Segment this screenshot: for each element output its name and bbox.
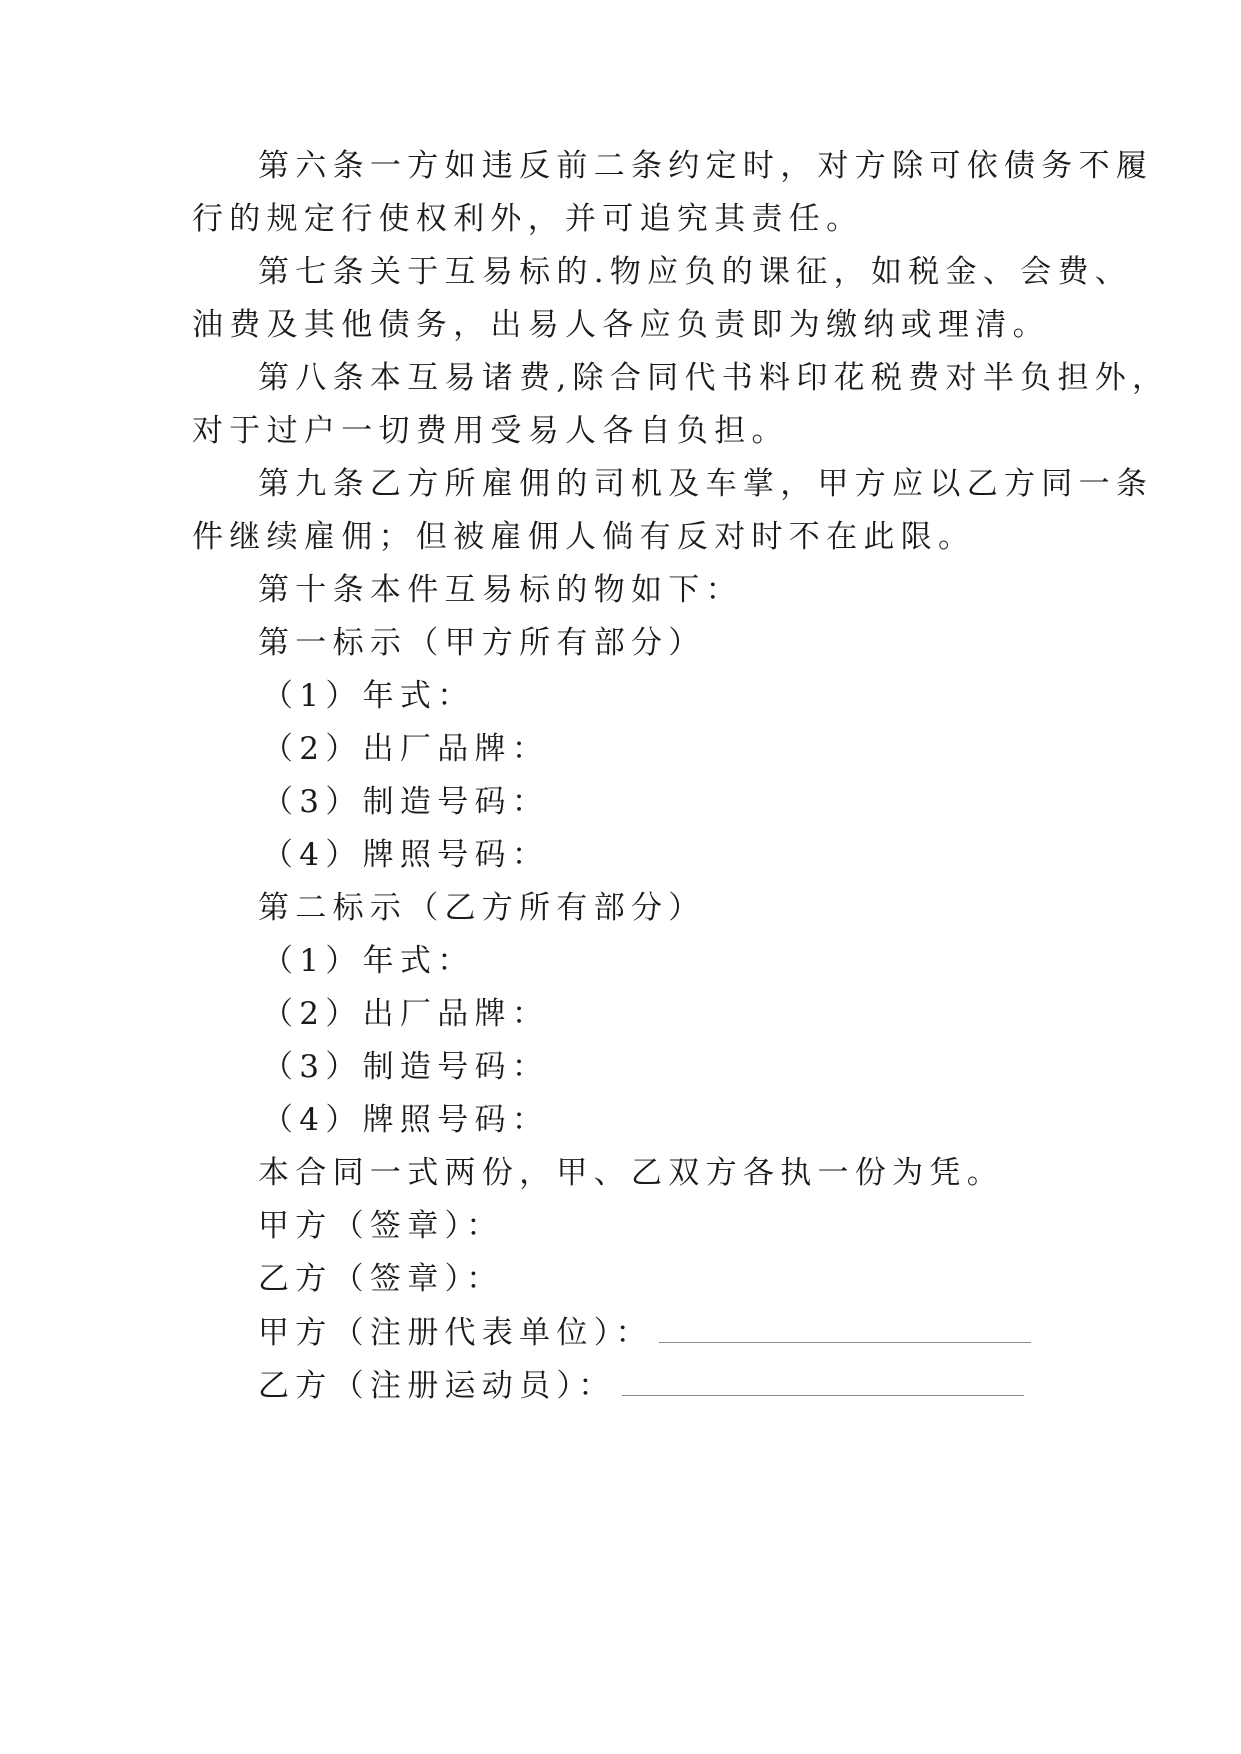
article-6-line-2: 行的规定行使权利外，并可追究其责任。 (192, 201, 864, 237)
article-7-line-1: 第七条关于互易标的.物应负的课征，如税金、会费、 (258, 254, 1133, 290)
first-mark-item-brand: （2）出厂品牌： (262, 731, 550, 767)
party-a-unit-label: 甲方（注册代表单位）： (258, 1315, 653, 1351)
party-a-signature-label: 甲方（签章）： (258, 1208, 504, 1244)
first-mark-item-serial: （3）制造号码： (262, 784, 550, 820)
article-6-line-1: 第六条一方如违反前二条约定时，对方除可依债务不履 (258, 148, 1154, 184)
article-8-line-2: 对于过户一切费用受易人各自负担。 (192, 413, 789, 449)
first-mark-item-year: （1）年式： (262, 678, 475, 714)
first-mark-heading: 第一标示（甲方所有部分） (258, 625, 706, 661)
party-b-signature-label: 乙方（签章）： (258, 1261, 504, 1297)
second-mark-item-serial: （3）制造号码： (262, 1049, 550, 1085)
party-b-athlete-label: 乙方（注册运动员）： (258, 1368, 616, 1404)
article-8-line-1: 第八条本互易诸费,除合同代书料印花税费对半负担外， (258, 360, 1170, 396)
party-b-athlete-row (258, 1365, 1024, 1406)
article-9-line-2: 件继续雇佣；但被雇佣人倘有反对时不在此限。 (192, 519, 976, 555)
party-b-athlete-blank (622, 1365, 1024, 1396)
second-mark-item-year: （1）年式： (262, 943, 475, 979)
article-7-line-2: 油费及其他债务，出易人各应负责即为缴纳或理清。 (192, 307, 1050, 343)
party-a-unit-blank (659, 1312, 1031, 1343)
second-mark-heading: 第二标示（乙方所有部分） (258, 890, 706, 926)
second-mark-item-plate: （4）牌照号码： (262, 1102, 550, 1138)
article-10: 第十条本件互易标的物如下： (258, 572, 743, 608)
party-a-unit-row (258, 1312, 1031, 1353)
copies-statement: 本合同一式两份，甲、乙双方各执一份为凭。 (258, 1155, 1004, 1191)
article-9-line-1: 第九条乙方所雇佣的司机及车掌，甲方应以乙方同一条 (258, 466, 1154, 502)
second-mark-item-brand: （2）出厂品牌： (262, 996, 550, 1032)
first-mark-item-plate: （4）牌照号码： (262, 837, 550, 873)
